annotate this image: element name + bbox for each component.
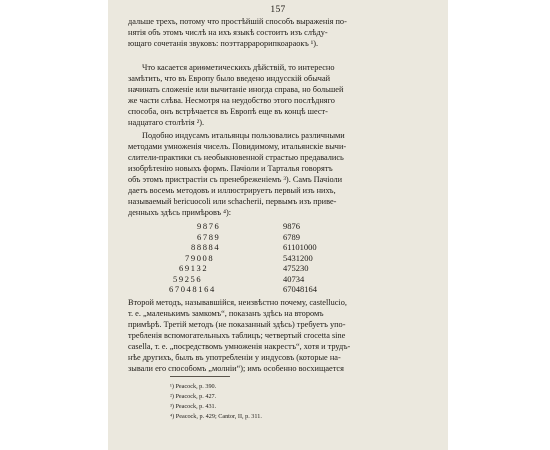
text-line: объ этомъ пристрастiи съ пренебреженiемъ ³). Самъ Пачiоли (128, 175, 343, 184)
text-line: нятiя объ этомъ числѣ на ихъ языкѣ состоитъ изъ слѣду- (128, 28, 328, 37)
footnote: ⁴) Peacock, p. 429; Cantor, II, p. 311. (170, 413, 262, 420)
calc-row: 9876 (197, 221, 221, 231)
text-line: дальше трехъ, потому что простѣйшiй способъ выраженiя по- (128, 17, 347, 26)
text-line: надцатаго столѣтiя ²). (128, 118, 205, 127)
calc-row: 67048164 (169, 284, 216, 294)
text-line: casella, т. е. „посредствомъ умноженiя накрестъ“, хотя и трудъ- (128, 342, 351, 351)
text-line: слители-практики съ необыкновенной страстью предавались (128, 153, 344, 162)
calc-row: 59256 (173, 273, 203, 284)
calc-row: 5431200 (283, 252, 313, 263)
multiplication-example-castellucio (283, 221, 383, 295)
text-line: Подобно индусамъ итальянцы пользовались различными (142, 131, 345, 140)
text-line: т. е. „маленькимъ замкомъ“, показанъ здѣсь на второмъ (128, 309, 324, 318)
text-line: Что касается ариѳметическихъ дѣйствiй, то интересно (142, 63, 335, 72)
calc-row: 88884 (191, 242, 221, 252)
calc-row: 6789 (283, 231, 300, 242)
text-line: денныхъ здѣсь примѣровъ ⁴): (128, 208, 232, 217)
text-line: же части слѣва. Несмотря на неудобство этого послѣдняго (128, 96, 335, 105)
text-line: Второй методъ, называвшiйся, неизвѣстно почему, castellucio, (128, 298, 347, 307)
calc-row: 475230 (283, 263, 309, 273)
calc-row: 61101000 (283, 242, 317, 252)
paragraph-4 (128, 297, 430, 374)
calc-row: 79008 (185, 252, 215, 263)
calc-row: 67048164 (283, 284, 317, 294)
calc-row: 6789 (197, 231, 221, 242)
footnote-divider (170, 376, 230, 377)
footnote: ¹) Peacock, p. 390. (170, 383, 217, 390)
text-line: даетъ восемь методовъ и иллюстрируетъ первый изъ нихъ, (128, 186, 336, 195)
text-line: способа, онъ встрѣчается въ Европѣ еще въ концѣ шест- (128, 107, 328, 116)
calc-row: 9876 (283, 221, 300, 231)
text-line: замѣтить, что въ Европу было введено индусскiй обычай (128, 74, 331, 83)
calc-row: 40734 (283, 273, 305, 284)
book-page (108, 0, 448, 450)
text-line: требленiя вспомогательныхъ таблицъ; четвертый crocetta sine (128, 331, 346, 340)
calc-row: 69132 (179, 263, 209, 273)
text-line: называемый bericuocoli или schacherii, первымъ изъ приве- (128, 197, 337, 206)
paragraph-2 (128, 62, 430, 128)
text-line: зывали его способомъ „молнiи“); имъ особенно восхищается (128, 364, 344, 373)
paragraph-1 (128, 16, 430, 49)
text-line: методами умноженiя чиселъ. Повидимому, итальянскiе вычи- (128, 142, 347, 151)
footnote: ²) Peacock, p. 427. (170, 393, 217, 400)
text-line: начинать сложенiе или вычитанiе иногда справа, но большей (128, 85, 344, 94)
footnotes (170, 382, 370, 422)
multiplication-example-bericuocoli (169, 221, 273, 295)
paragraph-3 (128, 130, 430, 218)
footnote: ³) Peacock, p. 431. (170, 403, 217, 410)
page-number: 157 (270, 5, 286, 15)
text-line: ющаго сочетанiя звуковъ: поэттаррарорипкоараокъ ¹). (128, 39, 319, 48)
text-line: нѣе другихъ, былъ въ употребленiи у индусовъ (которые на- (128, 353, 341, 362)
text-line: примѣрѣ. Третiй методъ (не показанный здѣсь) требуетъ упо- (128, 320, 346, 329)
text-line: изобрѣтенiю новыхъ формъ. Пачiоли и Тарталья говорятъ (128, 164, 333, 173)
